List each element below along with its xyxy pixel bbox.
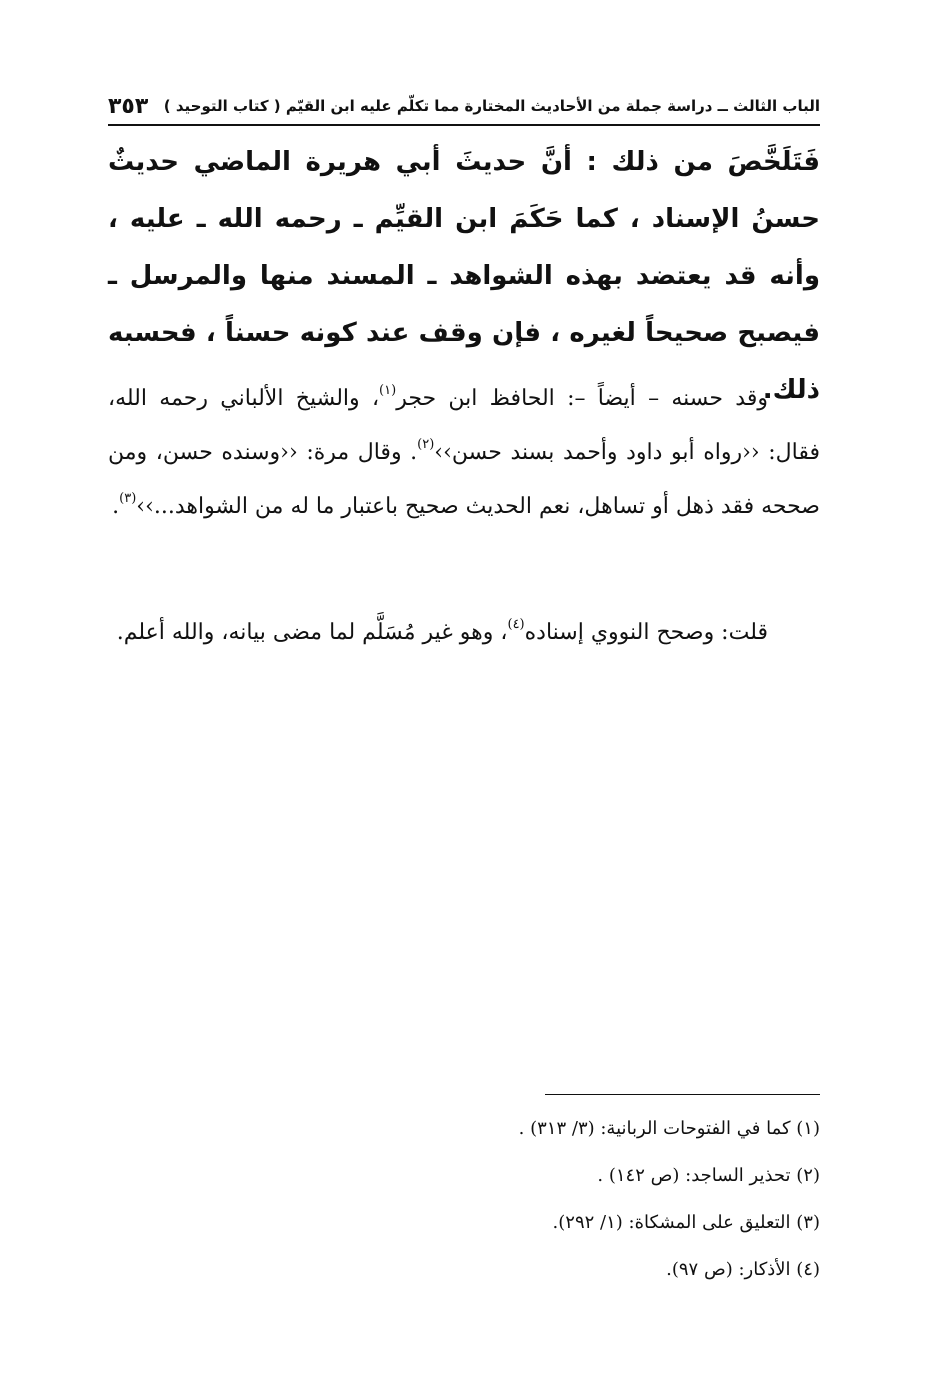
- paragraph-text: . وقال مرة: ‹‹وسنده حسن، ومن صححه فقد ذهل أو تساهل، نعم الحديث صحيح باعتبار ما له من الشواهد...››: [108, 440, 820, 519]
- page-number: ٣٥٣: [108, 93, 149, 119]
- paragraph-hadith-grading: [108, 372, 820, 534]
- footnote-4: (٤) الأذكار: (ص ٩٧).: [666, 1259, 820, 1280]
- footnote-3: (٣) التعليق على المشكاة: (١/ ٢٩٢).: [552, 1212, 820, 1233]
- running-header: [108, 88, 820, 126]
- footnote-ref-3: (٣): [119, 491, 137, 506]
- footnotes: [108, 1105, 820, 1293]
- footnote-ref-4: (٤): [507, 617, 525, 632]
- footnote-1: (١) كما في الفتوحات الربانية: (٣/ ٣١٣) .: [518, 1118, 820, 1139]
- paragraph-text: ، وهو غير مُسَلَّم لما مضى بيانه، والله أعلم.: [116, 620, 508, 645]
- footnote-separator: [545, 1094, 820, 1095]
- paragraph-text: .: [112, 494, 120, 519]
- paragraph-text: قلت: وصحح النووي إسناده: [524, 620, 768, 645]
- bold-summary-paragraph: فَتَلَخَّصَ من ذلك : أنَّ حديثَ أبي هريرة الماضي حديثٌ حسنُ الإسناد ، كما حَكَمَ ابن القيِّم ـ رحمه الله ـ عليه ، وأنه قد يعتضد بهذه الشواهد ـ المسند منها والمرسل ـ فيصبح صحيحاً لغيره ، فإن وقف عند كونه حسناً ، فحسبه ذلك.: [108, 147, 820, 405]
- paragraph-text: ، والشيخ الألباني رحمه الله، فقال: ‹‹رواه أبو داود وأحمد بسند حسن››: [108, 386, 820, 465]
- footnote-ref-1: (١): [379, 383, 397, 398]
- paragraph-nawawi: [108, 606, 820, 660]
- paragraph-text: وقد حسنه – أيضاً –: الحافظ ابن حجر: [396, 386, 768, 411]
- footnote-2: (٢) تحذير الساجد: (ص ١٤٢) .: [597, 1165, 820, 1186]
- header-title: الباب الثالث ــ دراسة جملة من الأحاديث المختارة مما تكلّم عليه ابن القيّم ( كتاب التوحيد ): [163, 97, 820, 115]
- footnote-ref-2: (٢): [417, 437, 435, 452]
